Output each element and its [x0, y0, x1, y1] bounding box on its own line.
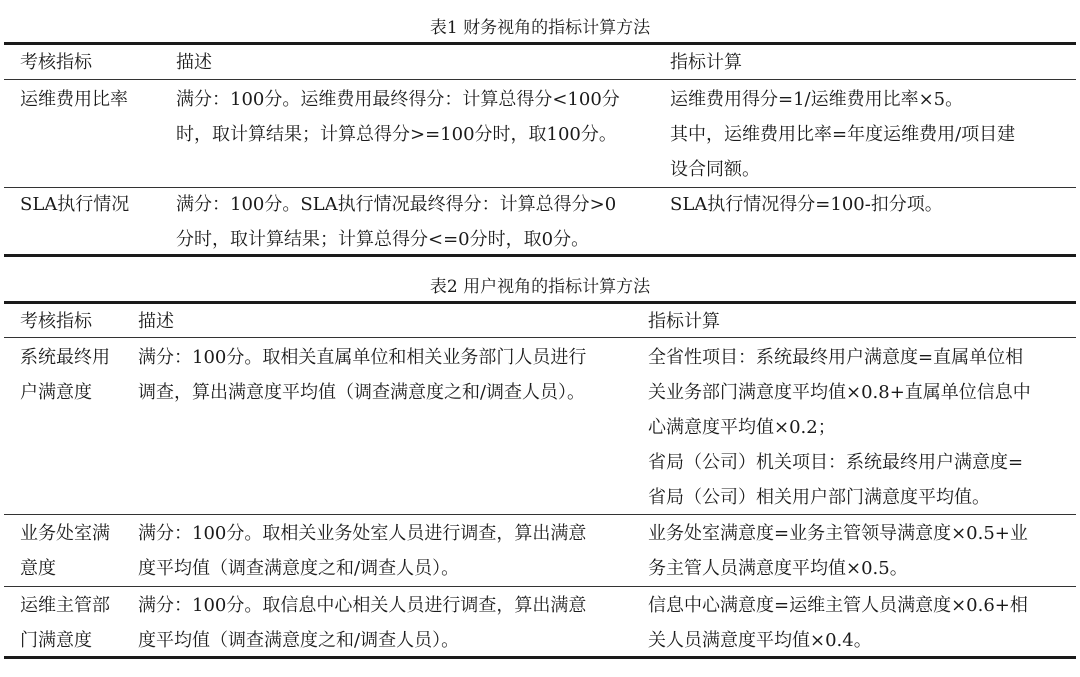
table2-row2-calculation: 业务处室满意度=业务主管领导满意度×0.5+业 务主管人员满意度平均值×0.5。: [648, 523, 1028, 579]
table1-header-calculation: 指标计算: [670, 52, 742, 73]
table1-row1-calculation: 运维费用得分=1/运维费用比率×5。 其中，运维费用比率=年度运维费用/项目建 设合同额。: [670, 89, 1016, 180]
table1-row2-indicator: SLA执行情况: [20, 194, 130, 215]
table2-header-indicator: 考核指标: [20, 311, 92, 332]
table2-row1-indicator: 系统最终用 户满意度: [20, 347, 110, 403]
table2-header-calculation: 指标计算: [648, 311, 720, 332]
table2-row2-indicator: 业务处室满 意度: [20, 523, 110, 579]
table2-row-rule-2: [4, 586, 1076, 587]
table2-row-rule-1: [4, 514, 1076, 515]
table1-caption: 表1 财务视角的指标计算方法: [429, 18, 651, 38]
table2-row3-indicator: 运维主管部 门满意度: [20, 595, 110, 651]
table1-header-description: 描述: [176, 52, 212, 73]
table2-top-rule: [4, 301, 1076, 304]
table1-top-rule: [4, 42, 1076, 45]
table2-header-description: 描述: [138, 311, 174, 332]
table2-header-rule: [4, 337, 1076, 338]
table1-row1-description: 满分：100分。运维费用最终得分：计算总得分<100分 时，取计算结果；计算总得分>=100分时，取100分。: [176, 89, 620, 145]
table2-row1-description: 满分：100分。取相关直属单位和相关业务部门人员进行 调查，算出满意度平均值（调查满意度之和/调查人员）。: [138, 347, 587, 403]
table2-row3-description: 满分：100分。取信息中心相关人员进行调查，算出满意 度平均值（调查满意度之和/调查人员）。: [138, 595, 587, 651]
table2-row3-calculation: 信息中心满意度=运维主管人员满意度×0.6+相 关人员满意度平均值×0.4。: [648, 595, 1028, 651]
table1-row2-description: 满分：100分。SLA执行情况最终得分：计算总得分>0 分时，取计算结果；计算总得分<=0分时，取0分。: [176, 194, 617, 250]
table1-row1-indicator: 运维费用比率: [20, 89, 128, 110]
table1-row2-calculation: SLA执行情况得分=100-扣分项。: [670, 194, 943, 215]
table1-header-indicator: 考核指标: [20, 52, 92, 73]
table2-row1-calculation: 全省性项目：系统最终用户满意度=直属单位相 关业务部门满意度平均值×0.8+直属单位信息中 心满意度平均值×0.2； 省局（公司）机关项目：系统最终用户满意度= 省局（公司）相关用户部门满意度平均值。: [648, 347, 1031, 508]
table2-bottom-rule: [4, 656, 1076, 659]
table1-bottom-rule: [4, 254, 1076, 257]
table2-row2-description: 满分：100分。取相关业务处室人员进行调查，算出满意 度平均值（调查满意度之和/调查人员）。: [138, 523, 587, 579]
table2-caption: 表2 用户视角的指标计算方法: [429, 277, 651, 297]
table1-header-rule: [4, 79, 1076, 80]
